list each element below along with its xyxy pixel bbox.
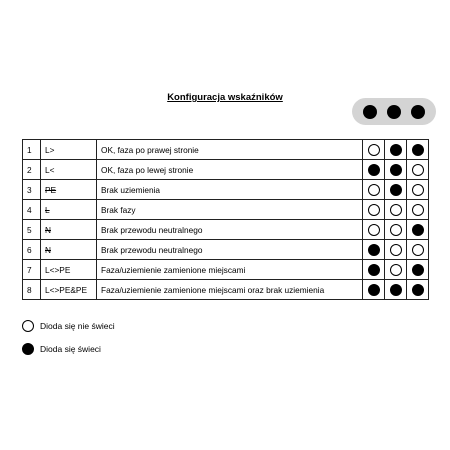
indicator-lights-pill — [352, 98, 436, 125]
row-code-text: L<>PE&PE — [45, 284, 87, 295]
row-number: 2 — [23, 160, 41, 180]
row-number: 8 — [23, 280, 41, 300]
table-row — [23, 260, 429, 280]
row-code-text: L — [45, 204, 50, 215]
led-cell — [363, 280, 385, 300]
legend-on — [22, 343, 101, 355]
led-on-icon — [368, 164, 380, 176]
row-description: OK, faza po lewej stronie — [97, 160, 363, 180]
led-cell — [385, 260, 407, 280]
led-cell — [385, 240, 407, 260]
led-off-icon — [412, 164, 424, 176]
led-on-icon — [390, 164, 402, 176]
row-code — [41, 240, 97, 260]
row-code-text: L> — [45, 144, 55, 155]
led-on-icon — [390, 144, 402, 156]
led-cell — [385, 280, 407, 300]
row-description: Faza/uziemienie zamienione miejscami — [97, 260, 363, 280]
table-row — [23, 180, 429, 200]
led-off-icon — [390, 244, 402, 256]
led-cell — [407, 200, 429, 220]
indicator-dot-icon — [387, 105, 401, 119]
row-code — [41, 260, 97, 280]
indicator-config-table — [22, 139, 429, 300]
led-off-icon — [368, 184, 380, 196]
led-on-icon — [368, 264, 380, 276]
row-code-text: PE — [45, 184, 57, 195]
led-cell — [407, 140, 429, 160]
led-on-icon — [22, 343, 34, 355]
row-code — [41, 140, 97, 160]
led-off-icon — [390, 264, 402, 276]
row-code — [41, 160, 97, 180]
led-off-icon — [368, 144, 380, 156]
table-row — [23, 240, 429, 260]
row-number: 4 — [23, 200, 41, 220]
led-on-icon — [412, 144, 424, 156]
led-cell — [385, 160, 407, 180]
row-description: Brak przewodu neutralnego — [97, 220, 363, 240]
row-description: OK, faza po prawej stronie — [97, 140, 363, 160]
row-number: 3 — [23, 180, 41, 200]
row-code — [41, 180, 97, 200]
row-description: Faza/uziemienie zamienione miejscami oraz brak uziemienia — [97, 280, 363, 300]
led-off-icon — [390, 204, 402, 216]
led-cell — [407, 220, 429, 240]
led-on-icon — [390, 284, 402, 296]
row-description: Brak fazy — [97, 200, 363, 220]
page-title: Konfiguracja wskaźników — [167, 92, 283, 103]
row-code — [41, 200, 97, 220]
legend-off — [22, 320, 115, 332]
row-code-text: L< — [45, 164, 55, 175]
led-cell — [363, 200, 385, 220]
row-description: Brak przewodu neutralnego — [97, 240, 363, 260]
legend-off-label: Dioda się nie świeci — [40, 321, 115, 331]
led-cell — [363, 220, 385, 240]
led-cell — [363, 140, 385, 160]
row-number: 5 — [23, 220, 41, 240]
row-code-text: L<>PE — [45, 264, 71, 275]
led-off-icon — [368, 224, 380, 236]
led-off-icon — [390, 224, 402, 236]
led-cell — [363, 260, 385, 280]
row-code — [41, 280, 97, 300]
led-off-icon — [412, 184, 424, 196]
led-cell — [385, 220, 407, 240]
row-code-text: N — [45, 224, 51, 235]
led-cell — [407, 280, 429, 300]
table-row — [23, 200, 429, 220]
row-number: 6 — [23, 240, 41, 260]
table-row — [23, 140, 429, 160]
led-cell — [385, 180, 407, 200]
led-cell — [407, 260, 429, 280]
led-on-icon — [368, 284, 380, 296]
table-row — [23, 220, 429, 240]
legend-on-label: Dioda się świeci — [40, 344, 101, 354]
led-cell — [407, 240, 429, 260]
indicator-dot-icon — [363, 105, 377, 119]
led-cell — [407, 160, 429, 180]
row-code — [41, 220, 97, 240]
led-on-icon — [412, 284, 424, 296]
row-number: 1 — [23, 140, 41, 160]
led-cell — [385, 200, 407, 220]
table-row — [23, 280, 429, 300]
led-off-icon — [412, 244, 424, 256]
led-cell — [363, 180, 385, 200]
table-row — [23, 160, 429, 180]
led-cell — [407, 180, 429, 200]
led-on-icon — [368, 244, 380, 256]
indicator-dot-icon — [411, 105, 425, 119]
led-off-icon — [412, 204, 424, 216]
row-description: Brak uziemienia — [97, 180, 363, 200]
led-off-icon — [368, 204, 380, 216]
led-off-icon — [22, 320, 34, 332]
row-code-text: N — [45, 244, 51, 255]
row-number: 7 — [23, 260, 41, 280]
led-on-icon — [412, 224, 424, 236]
led-cell — [363, 160, 385, 180]
led-on-icon — [412, 264, 424, 276]
led-cell — [363, 240, 385, 260]
led-cell — [385, 140, 407, 160]
led-on-icon — [390, 184, 402, 196]
